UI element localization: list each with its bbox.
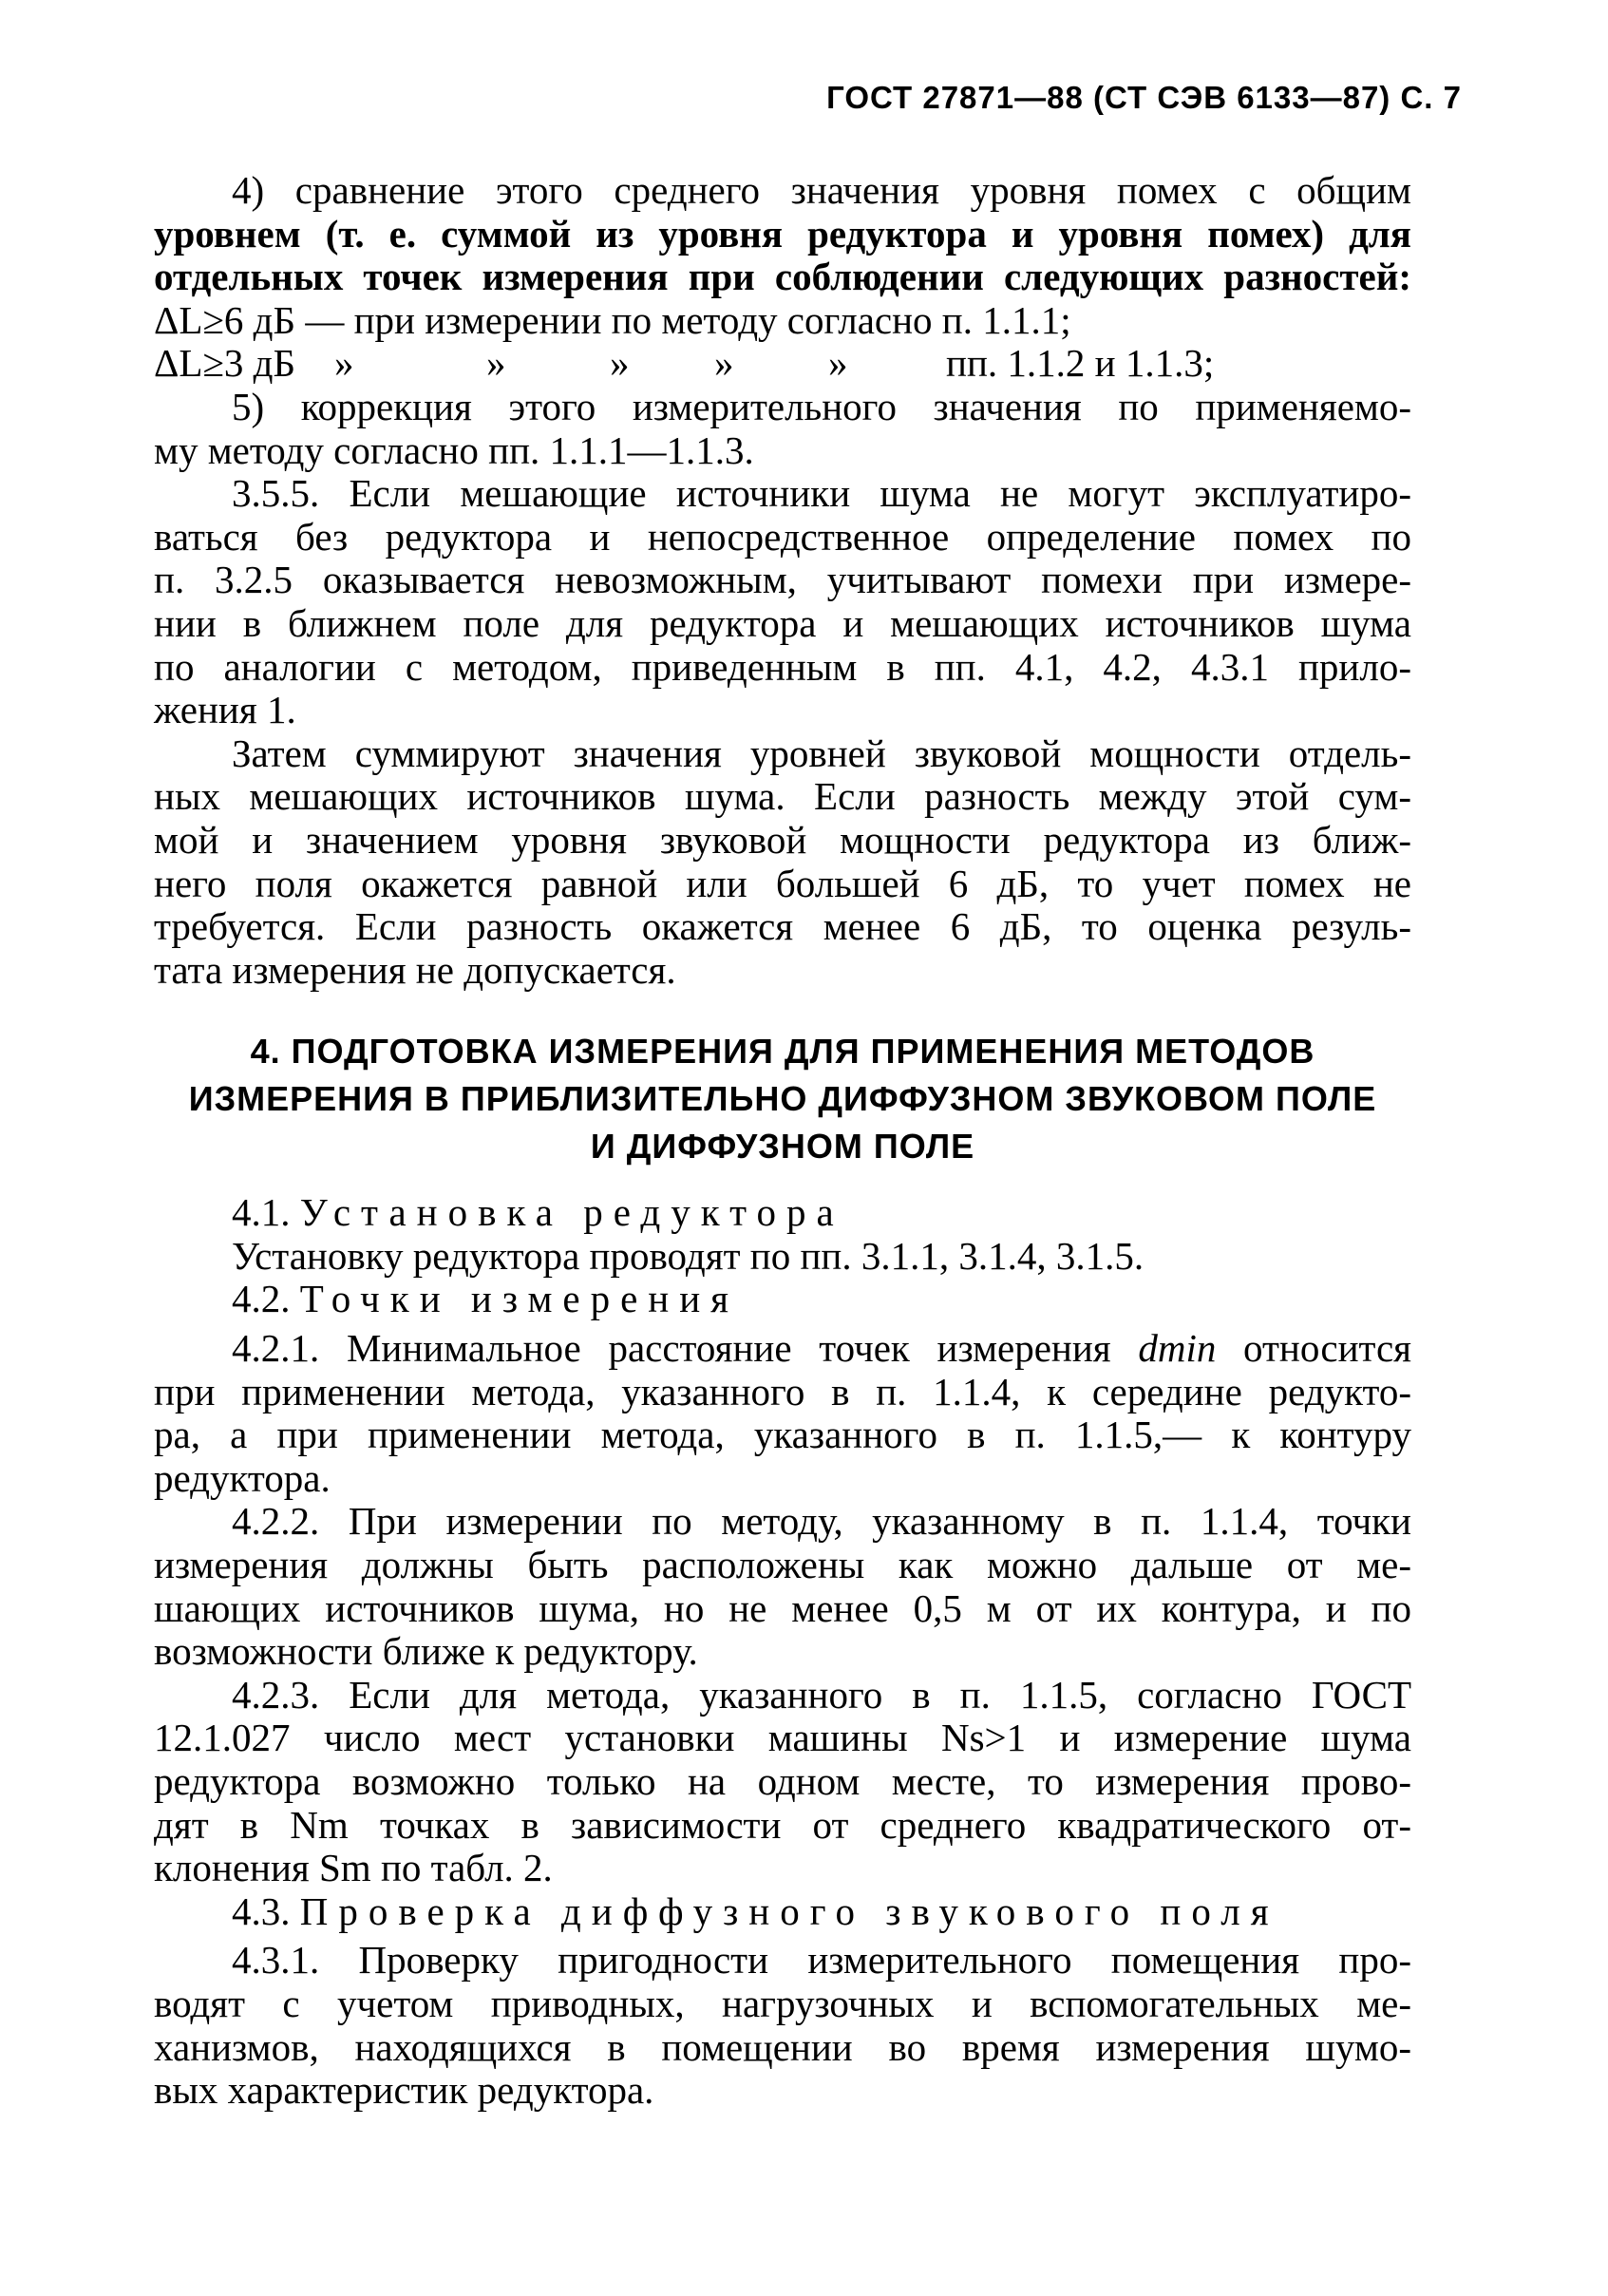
subsection-4-3-number: 4.3.: [232, 1888, 291, 1933]
paragraph-3-5-5-line-6: жения 1.: [154, 688, 296, 732]
paragraph-4-2-2-line-3: шающих источников шума, но не менее 0,5 м от их контура, и по: [154, 1585, 1411, 1630]
difference-condition-1: ΔL≥6 дБ — при измерении по методу согласно п. 1.1.1;: [154, 297, 1071, 342]
paragraph-4-2-3-line-4: дят в Nm точках в зависимости от среднего квадратического от-: [154, 1802, 1411, 1847]
item-5-line-2: му методу согласно пп. 1.1.1—1.1.3.: [154, 427, 754, 472]
paragraph-4-2-1-line-1: [154, 1327, 1411, 1371]
ditto-mark: »: [828, 341, 848, 386]
paragraph-3-5-5-line-4: нии в ближнем поле для редуктора и мешающих источников шума: [154, 600, 1411, 645]
ditto-mark: »: [714, 341, 734, 386]
paragraph-4-3-1-line-2: водят с учетом приводных, нагрузочных и вспомогательных ме-: [154, 1981, 1411, 2025]
paragraph-4-2-3-line-3: редуктора возможно только на одном месте, то измерения прово-: [154, 1759, 1411, 1803]
paragraph-summation-line-2: ных мешающих источников шума. Если разность между этой сум-: [154, 774, 1411, 819]
paragraph-4-3-1-line-3: ханизмов, находящихся в помещении во время измерения шумо-: [154, 2024, 1411, 2069]
paragraph-4-2-3: [154, 1674, 1411, 1890]
section-4-heading-line-3: И ДИФФУЗНОМ ПОЛЕ: [590, 1127, 975, 1167]
item-4-line-2: уровнем (т. е. суммой из уровня редуктора и уровня помех) для: [154, 211, 1411, 256]
difference-condition-2-suffix: пп. 1.1.2 и 1.1.3;: [946, 341, 1215, 386]
paragraph-summation-line-4: него поля окажется равной или большей 6 дБ, то учет помех не: [154, 861, 1411, 905]
item-4: [154, 169, 1411, 386]
ditto-mark: »: [610, 341, 630, 386]
paragraph-4-2-3-line-2: 12.1.027 число мест установки машины Ns>1 и измерение шума: [154, 1716, 1411, 1760]
paragraph-4-2-2-line-1: 4.2.2. При измерении по методу, указанному в п. 1.1.4, точки: [232, 1499, 1411, 1544]
paragraph-4-2-1-line-1-start: 4.2.1. Минимальное расстояние точек измерения: [232, 1326, 1139, 1371]
paragraph-summation: [154, 732, 1411, 993]
paragraph-4-3-1: [154, 1939, 1411, 2112]
paragraph-3-5-5-line-5: по аналогии с методом, приведенным в пп. 4.1, 4.2, 4.3.1 прило-: [154, 644, 1411, 689]
item-4-line-3: отдельных точек измерения при соблюдении следующих разностей:: [154, 255, 1411, 299]
paragraph-4-3-1-line-4: вых характеристик редуктора.: [154, 2068, 654, 2113]
paragraph-4-2-2-line-4: возможности ближе к редуктору.: [154, 1629, 698, 1674]
subsection-4-2-title-text: Точки измерения: [299, 1277, 740, 1321]
paragraph-4-2-1-line-2: при применении метода, указанного в п. 1.1.4, к середине редукто-: [154, 1369, 1411, 1414]
difference-condition-2: [154, 342, 1411, 386]
paragraph-4-3-1-line-1: 4.3.1. Проверку пригодности измерительного помещения про-: [232, 1938, 1411, 1983]
difference-condition-2-prefix: ΔL≥3 дБ: [154, 341, 296, 386]
paragraph-summation-line-6: тата измерения не допускается.: [154, 947, 676, 992]
subsection-4-1-title-text: Установка редуктора: [299, 1190, 844, 1235]
paragraph-summation-line-3: мой и значением уровня звуковой мощности редуктора из ближ-: [154, 817, 1411, 862]
item-4-line-1: 4) сравнение этого среднего значения уровня помех с общим: [232, 168, 1411, 212]
subsection-4-2-number: 4.2.: [232, 1277, 291, 1321]
ditto-mark: »: [334, 341, 354, 386]
running-header: ГОСТ 27871—88 (СТ СЭВ 6133—87) С. 7: [826, 80, 1462, 115]
paragraph-summation-line-1: Затем суммируют значения уровней звуковой мощности отдель-: [232, 731, 1411, 775]
subsection-4-3-title-text: Проверка диффузного звукового поля: [299, 1888, 1279, 1933]
item-5-line-1: 5) коррекция этого измерительного значения по применяемо-: [232, 384, 1411, 428]
section-4-heading-line-2: ИЗМЕРЕНИЯ В ПРИБЛИЗИТЕЛЬНО ДИФФУЗНОМ ЗВУКОВОМ ПОЛЕ: [188, 1079, 1377, 1119]
subsection-4-1-title: [154, 1191, 1411, 1235]
subsection-4-1-text: Установку редуктора проводят по пп. 3.1.1, 3.1.4, 3.1.5.: [232, 1233, 1145, 1278]
paragraph-4-2-3-line-1: 4.2.3. Если для метода, указанного в п. 1.1.5, согласно ГОСТ: [232, 1672, 1411, 1717]
paragraph-4-2-1-line-1-end: относится: [1216, 1326, 1412, 1371]
ditto-mark: »: [486, 341, 506, 386]
paragraph-3-5-5-line-3: п. 3.2.5 оказывается невозможным, учитывают помехи при измере-: [154, 558, 1411, 602]
paragraph-4-2-1-line-4: редуктора.: [154, 1455, 331, 1500]
paragraph-summation-line-5: требуется. Если разность окажется менее 6 дБ, то оценка резуль-: [154, 904, 1411, 949]
paragraph-4-2-2-line-2: измерения должны быть расположены как можно дальше от ме-: [154, 1543, 1411, 1587]
body-text: [154, 169, 1411, 2113]
paragraph-4-2-1-line-3: ра, а при применении метода, указанного в п. 1.1.5,— к контуру: [154, 1413, 1411, 1457]
subsection-4-3-title: [154, 1890, 1411, 1934]
dmin-symbol: dmin: [1138, 1326, 1217, 1371]
paragraph-4-2-2: [154, 1500, 1411, 1673]
paragraph-4-2-1: [154, 1327, 1411, 1500]
item-5: [154, 386, 1411, 472]
paragraph-3-5-5: [154, 472, 1411, 732]
paragraph-3-5-5-line-1: 3.5.5. Если мешающие источники шума не могут эксплуатиро-: [232, 471, 1411, 516]
paragraph-3-5-5-line-2: ваться без редуктора и непосредственное определение помех по: [154, 514, 1411, 559]
paragraph-4-2-3-line-5: клонения Sm по табл. 2.: [154, 1846, 553, 1890]
subsection-4-1-number: 4.1.: [232, 1190, 291, 1235]
section-4-heading: [154, 1028, 1411, 1170]
section-4-heading-line-1: 4. ПОДГОТОВКА ИЗМЕРЕНИЯ ДЛЯ ПРИМЕНЕНИЯ МЕТОДОВ: [250, 1032, 1315, 1072]
subsection-4-2-title: [154, 1278, 1411, 1321]
